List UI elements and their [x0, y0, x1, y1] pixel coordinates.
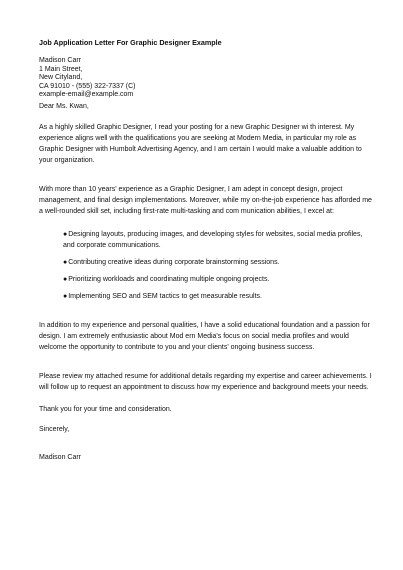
list-item: ●Implementing SEO and SEM tactics to get measurable results.	[63, 292, 262, 300]
body-paragraph-2: With more than 10 years' experience as a Graphic Designer, I am adept in concept design, project management, and final design implementations. Moreover, while my on-the-job experience has afforded me a well-rounded skill set, including first-rate multi-tasking and com munication abilities, I excel at:	[39, 185, 372, 215]
list-item: ●Contributing creative ideas during corporate brainstorming sessions.	[63, 258, 280, 266]
letter-title: Job Application Letter For Graphic Designer Example	[39, 38, 222, 47]
list-item: ●Designing layouts, producing images, and developing styles for websites, social media profiles, and corporate communications.	[63, 230, 363, 249]
body-paragraph-1: As a highly skilled Graphic Designer, I read your posting for a new Graphic Designer wi th interest. My experience aligns well with the qualifications you are seeking at Modern Media, in particular my role as Graphic Designer with Humbolt Advertising Agency, and I am certain I would make a valuable addition to your organization.	[39, 123, 362, 164]
sender-name: Madison Carr	[39, 57, 82, 64]
sender-email: example-email@example.com	[39, 91, 134, 99]
sender-address	[39, 57, 375, 100]
sender-postal-phone: CA 91010 - (555) 322-7337 (C)	[39, 82, 136, 90]
sender-street: 1 Main Street,	[39, 65, 83, 73]
bullet-icon: ●	[63, 292, 68, 300]
thanks-line: Thank you for your time and consideration.	[39, 405, 172, 413]
sender-city: New Cityland,	[39, 74, 83, 82]
bullet-icon: ●	[63, 258, 68, 266]
bullet-icon: ●	[63, 230, 68, 238]
list-item: ●Prioritizing workloads and coordinating multiple ongoing projects.	[63, 275, 270, 283]
body-paragraph-4: Please review my attached resume for additional details regarding my expertise and career achievements. I will follow up to request an appointment to discuss how my experience and background meets your needs.	[39, 372, 372, 391]
body-paragraph-3: In addition to my experience and personal qualities, I have a solid educational foundation and a passion for design. I am extremely enthusiastic about Mod ern Media's focus on social media profiles and would welcome the opportunity to contribute to you and your clients' ongoing business success.	[39, 321, 370, 351]
bullet-icon: ●	[63, 275, 68, 283]
signature-name: Madison Carr	[39, 453, 82, 461]
signoff: Sincerely,	[39, 425, 70, 433]
skills-list	[39, 229, 375, 302]
salutation: Dear Ms. Kwan,	[39, 102, 89, 110]
